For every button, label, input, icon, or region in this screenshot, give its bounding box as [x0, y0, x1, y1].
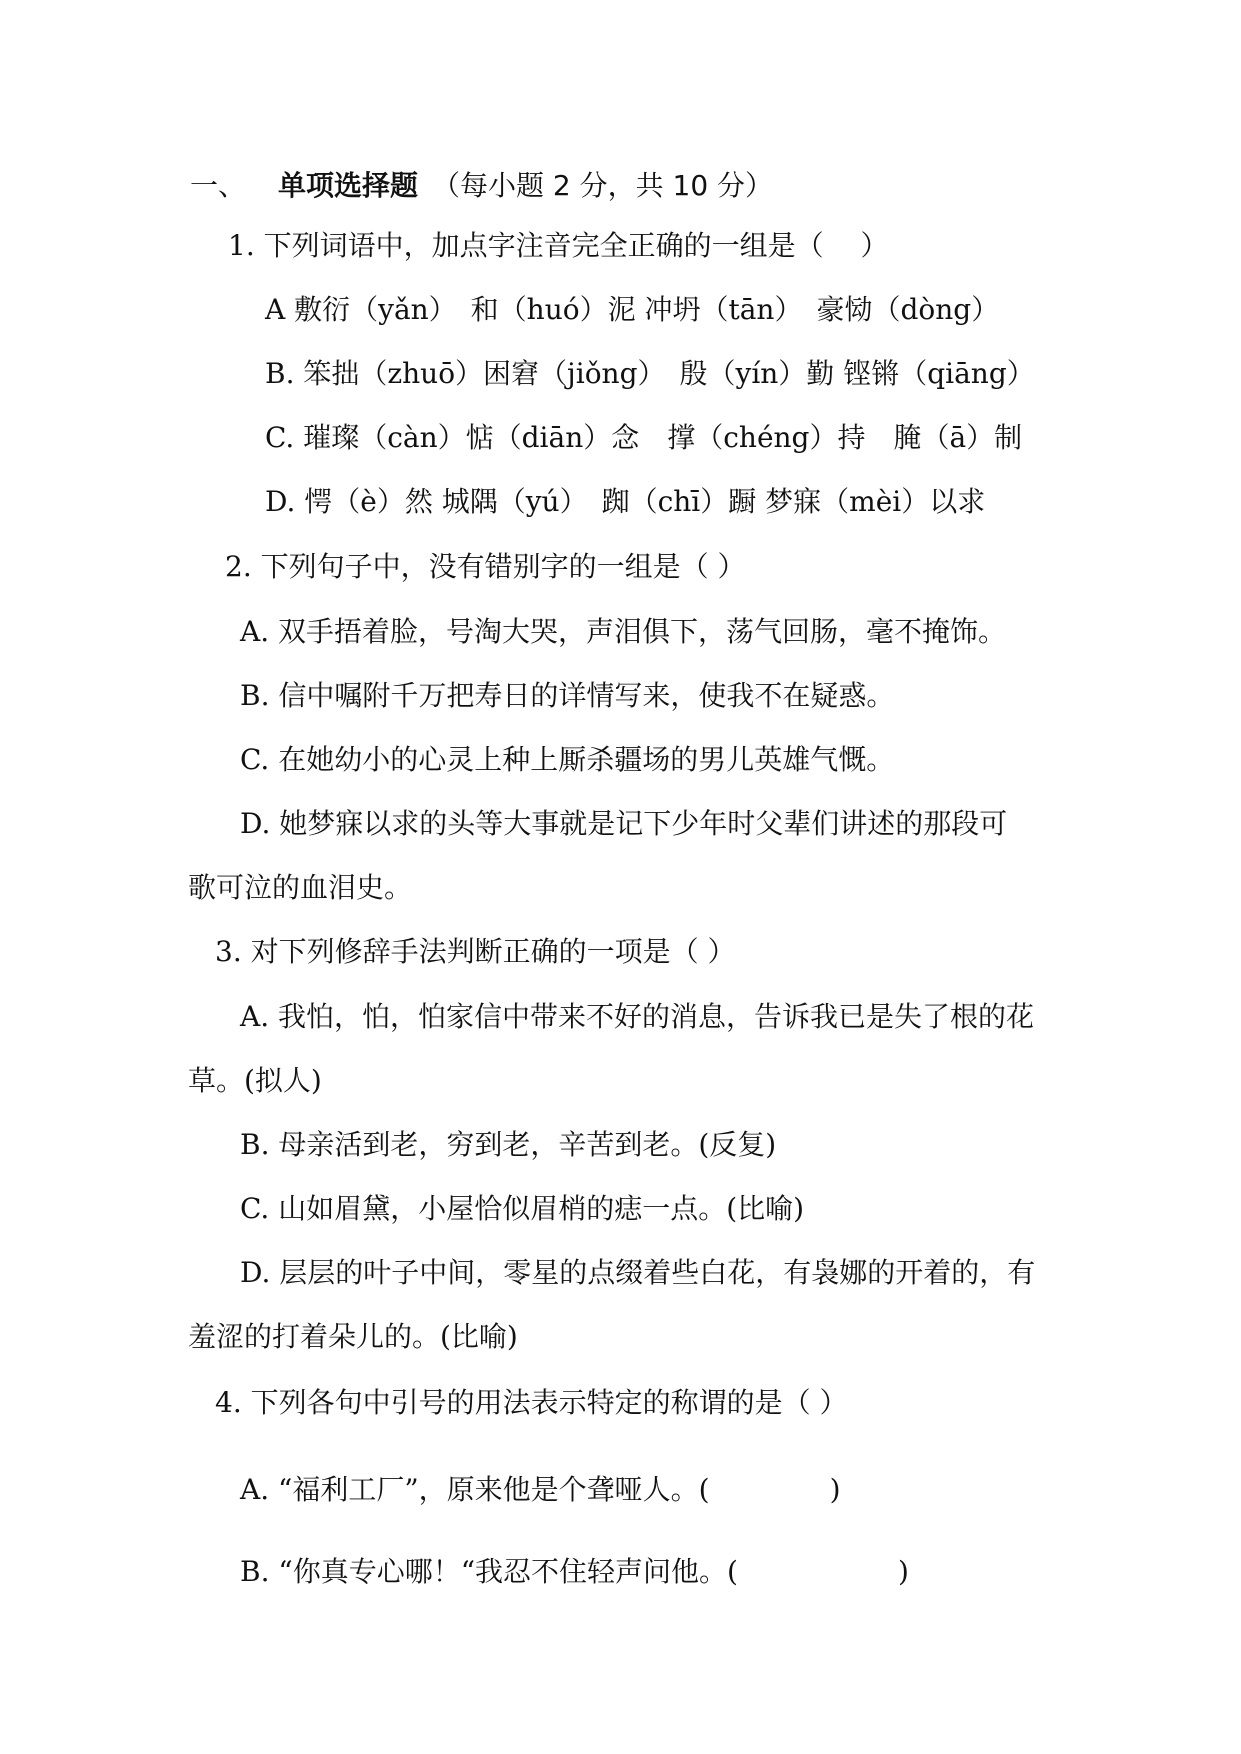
option-d-continued: 羞涩的打着朵儿的。(比喻): [188, 1320, 518, 1353]
option-b: [240, 1552, 909, 1592]
closing-paren: ): [829, 1473, 841, 1506]
question-stem: 3. 对下列修辞手法判断正确的一项是（ ）: [215, 935, 736, 968]
question-stem: 1. 下列词语中，加点字注音完全正确的一组是（ ）: [228, 229, 889, 262]
option-d-continued: 歌可泣的血泪史。: [188, 871, 413, 904]
option-d: D. 愕（è）然 城隅（yú） 踟（chī）蹰 梦寐（mèi）以求: [265, 485, 986, 518]
option-d: D. 她梦寐以求的头等大事就是记下少年时父辈们讲述的那段可: [240, 807, 1008, 840]
option-b-text: B. “你真专心哪！“我忍不住轻声问他。(: [240, 1555, 738, 1588]
option-c: C. 在她幼小的心灵上种上厮杀疆场的男儿英雄气慨。: [240, 743, 895, 776]
option-c: C. 璀璨（càn）惦（diān）念 撑（chéng）持 腌（ā）制: [265, 421, 1023, 454]
option-b: B. 信中嘱附千万把寿日的详情写来，使我不在疑惑。: [240, 679, 895, 712]
option-a-text: A. “福利工厂”，原来他是个聋哑人。(: [240, 1473, 710, 1506]
option-a-continued: 草。(拟人): [188, 1064, 322, 1097]
option-a: [240, 1470, 841, 1510]
option-d: D. 层层的叶子中间，零星的点缀着些白花，有袅娜的开着的，有: [240, 1256, 1036, 1289]
question-stem: 2. 下列句子中，没有错别字的一组是（ ）: [225, 550, 746, 583]
option-b: B. 笨拙（zhuō）困窘（jiǒng） 殷（yín）勤 铿锵（qiāng）: [265, 357, 1035, 390]
closing-paren: ): [897, 1555, 909, 1588]
section-title: 单项选择题: [278, 169, 419, 202]
question-stem: 4. 下列各句中引号的用法表示特定的称谓的是（ ）: [215, 1386, 848, 1419]
section-note: （每小题 2 分，共 10 分）: [432, 169, 774, 202]
option-a: A 敷衍（yǎn） 和（huó）泥 冲坍（tān） 豪恸（dòng）: [265, 293, 1000, 326]
option-a: A. 双手捂着脸，号淘大哭，声泪俱下，荡气回肠，毫不掩饰。: [240, 615, 1007, 648]
option-c: C. 山如眉黛，小屋恰似眉梢的痣一点。(比喻): [240, 1192, 805, 1225]
option-b: B. 母亲活到老，穷到老，辛苦到老。(反复): [240, 1128, 777, 1161]
option-a: A. 我怕，怕，怕家信中带来不好的消息，告诉我已是失了根的花: [240, 1000, 1035, 1033]
section-number: 一、: [190, 169, 247, 202]
